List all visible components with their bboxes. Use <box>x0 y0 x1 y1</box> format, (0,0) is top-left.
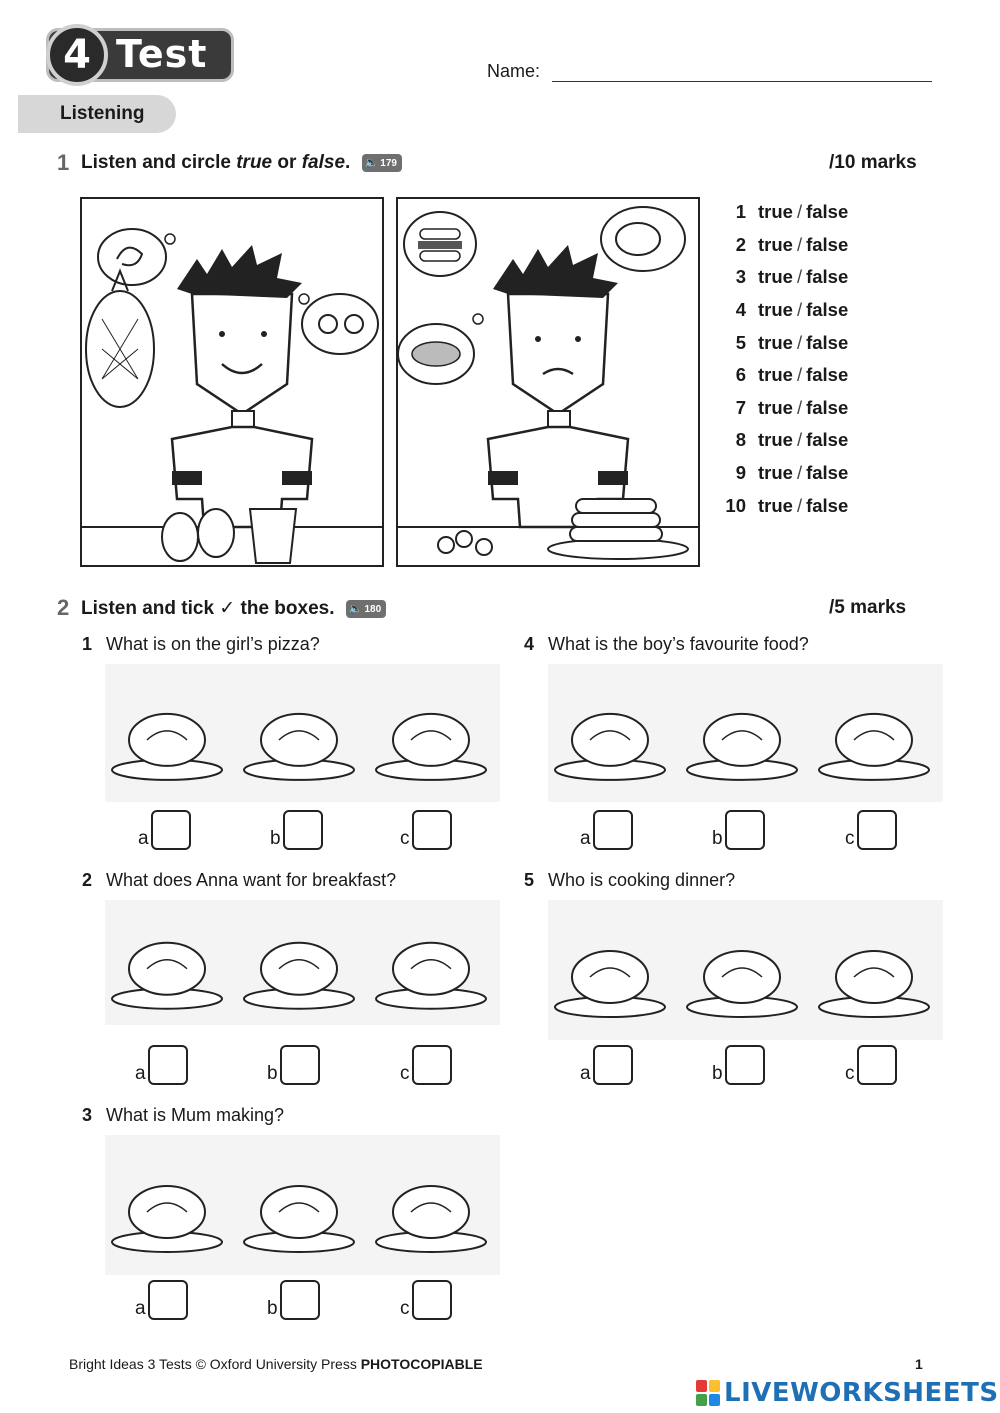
happy-boy-illustration <box>82 199 382 565</box>
question-text: What is on the girl’s pizza? <box>106 634 320 654</box>
audio-track-180[interactable]: 🔈 180 <box>346 600 386 618</box>
option-a <box>580 1045 633 1085</box>
true-false-item <box>722 489 892 522</box>
option-b <box>712 1045 765 1085</box>
true-option[interactable]: true <box>758 462 793 484</box>
tick-box[interactable] <box>283 810 323 850</box>
true-false-list <box>722 196 892 522</box>
option-letter: a <box>580 1063 591 1084</box>
question-5-pictures <box>548 900 943 1040</box>
option-b <box>267 1280 320 1320</box>
food-sketches <box>105 664 500 802</box>
true-false-item <box>722 359 892 392</box>
question-number: 5 <box>524 870 535 890</box>
tick-box[interactable] <box>412 810 452 850</box>
false-option[interactable]: false <box>806 494 849 516</box>
separator: / <box>796 494 803 516</box>
true-option[interactable]: true <box>758 201 793 223</box>
true-option[interactable]: true <box>758 266 793 288</box>
sad-boy-illustration <box>398 199 698 565</box>
question-2-pictures <box>105 900 500 1025</box>
liveworksheets-brand <box>696 1376 999 1410</box>
question-text: Who is cooking dinner? <box>548 870 736 890</box>
tick-box[interactable] <box>857 1045 897 1085</box>
name-field[interactable] <box>552 81 932 82</box>
exercise-2-number: 2 <box>57 595 70 620</box>
tick-box[interactable] <box>412 1045 452 1085</box>
question-3 <box>82 1105 284 1126</box>
true-false-item <box>722 326 892 359</box>
separator: / <box>796 299 803 321</box>
picture-happy-boy <box>80 197 384 567</box>
tick-box[interactable] <box>280 1280 320 1320</box>
option-letter: a <box>138 828 149 849</box>
question-text: What does Anna want for breakfast? <box>106 870 397 890</box>
food-sketches <box>548 664 943 802</box>
false-option[interactable]: false <box>806 233 849 255</box>
exercise-2-title: Listen and tick ✓ the boxes. 🔈 180 <box>81 597 386 620</box>
tick-box[interactable] <box>725 810 765 850</box>
food-sketches <box>105 1135 500 1275</box>
false-option[interactable]: false <box>806 331 849 353</box>
food-sketches <box>548 900 943 1040</box>
option-letter: a <box>135 1298 146 1319</box>
option-letter: b <box>267 1298 278 1319</box>
item-number: 9 <box>735 462 746 484</box>
separator: / <box>796 331 803 353</box>
item-number: 1 <box>735 201 746 223</box>
separator: / <box>796 266 803 288</box>
page-number: 1 <box>915 1356 923 1372</box>
option-c <box>845 810 897 850</box>
option-letter: a <box>135 1063 146 1084</box>
option-a <box>135 1045 188 1085</box>
tick-box[interactable] <box>148 1280 188 1320</box>
question-3-pictures <box>105 1135 500 1275</box>
tick-box[interactable] <box>148 1045 188 1085</box>
option-a <box>580 810 633 850</box>
food-sketches <box>105 900 500 1025</box>
item-number: 4 <box>735 299 746 321</box>
tick-box[interactable] <box>412 1280 452 1320</box>
false-option[interactable]: false <box>806 299 849 321</box>
question-1 <box>82 634 320 655</box>
question-5 <box>524 870 735 891</box>
option-letter: c <box>845 828 855 849</box>
question-4 <box>524 634 809 655</box>
option-b <box>712 810 765 850</box>
question-number: 1 <box>82 634 93 654</box>
unit-badge <box>46 24 236 84</box>
tick-box[interactable] <box>151 810 191 850</box>
option-letter: b <box>712 1063 723 1084</box>
separator: / <box>796 201 803 223</box>
footer-credit: Bright Ideas 3 Tests © Oxford University Press PHOTOCOPIABLE <box>69 1356 483 1372</box>
separator: / <box>796 462 803 484</box>
item-number: 10 <box>725 494 746 516</box>
option-a <box>138 810 191 850</box>
item-number: 2 <box>735 233 746 255</box>
false-option[interactable]: false <box>806 364 849 386</box>
true-option[interactable]: true <box>758 299 793 321</box>
question-1-pictures <box>105 664 500 802</box>
question-2 <box>82 870 396 891</box>
true-false-item <box>722 196 892 229</box>
brand-name: LIVEWORKSHEETS <box>724 1378 999 1408</box>
option-letter: c <box>400 1298 410 1319</box>
false-option[interactable]: false <box>806 266 849 288</box>
tick-box[interactable] <box>725 1045 765 1085</box>
option-letter: c <box>400 1063 410 1084</box>
false-option[interactable]: false <box>806 201 849 223</box>
false-option[interactable]: false <box>806 462 849 484</box>
tick-box[interactable] <box>593 810 633 850</box>
tick-box[interactable] <box>857 810 897 850</box>
false-option[interactable]: false <box>806 396 849 418</box>
option-letter: b <box>712 828 723 849</box>
question-text: What is Mum making? <box>106 1105 285 1125</box>
question-number: 3 <box>82 1105 93 1125</box>
question-4-pictures <box>548 664 943 802</box>
tick-box[interactable] <box>280 1045 320 1085</box>
item-number: 8 <box>735 429 746 451</box>
speaker-icon: 🔈 <box>348 602 363 615</box>
section-tab-listening: Listening <box>18 95 176 133</box>
option-letter: a <box>580 828 591 849</box>
separator: / <box>796 233 803 255</box>
option-c <box>400 1045 452 1085</box>
option-letter: b <box>267 1063 278 1084</box>
true-option[interactable]: true <box>758 331 793 353</box>
option-letter: c <box>400 828 410 849</box>
option-letter: b <box>270 828 281 849</box>
separator: / <box>796 396 803 418</box>
exercise-1-marks: /10 marks <box>829 152 917 173</box>
exercise-1-title: Listen and circle true or false. 🔈 179 <box>81 152 402 174</box>
true-false-item <box>722 457 892 490</box>
separator: / <box>796 429 803 451</box>
option-c <box>400 1280 452 1320</box>
tick-box[interactable] <box>593 1045 633 1085</box>
option-b <box>267 1045 320 1085</box>
true-false-item <box>722 261 892 294</box>
true-false-item <box>722 424 892 457</box>
item-number: 7 <box>735 396 746 418</box>
picture-sad-boy <box>396 197 700 567</box>
option-c <box>400 810 452 850</box>
exercise-2-marks: /5 marks <box>829 597 907 618</box>
name-label: Name: <box>487 61 541 81</box>
true-false-item <box>722 294 892 327</box>
true-option[interactable]: true <box>758 429 793 451</box>
question-number: 2 <box>82 870 93 890</box>
unit-title: Test <box>116 32 208 76</box>
option-letter: c <box>845 1063 855 1084</box>
question-number: 4 <box>524 634 535 654</box>
speaker-icon: 🔈 <box>364 156 379 169</box>
question-text: What is the boy’s favourite food? <box>548 634 809 654</box>
liveworksheets-logo-icon <box>696 1380 720 1406</box>
audio-track-179[interactable]: 🔈 179 <box>362 154 402 172</box>
separator: / <box>796 364 803 386</box>
true-false-item <box>722 229 892 262</box>
item-number: 3 <box>735 266 746 288</box>
item-number: 6 <box>735 364 746 386</box>
true-option[interactable]: true <box>758 233 793 255</box>
true-option[interactable]: true <box>758 396 793 418</box>
true-option[interactable]: true <box>758 364 793 386</box>
exercise-1-number: 1 <box>57 150 70 175</box>
option-b <box>270 810 323 850</box>
option-a <box>135 1280 188 1320</box>
true-option[interactable]: true <box>758 494 793 516</box>
true-false-item <box>722 392 892 425</box>
item-number: 5 <box>735 331 746 353</box>
option-c <box>845 1045 897 1085</box>
unit-number: 4 <box>46 24 108 86</box>
false-option[interactable]: false <box>806 429 849 451</box>
